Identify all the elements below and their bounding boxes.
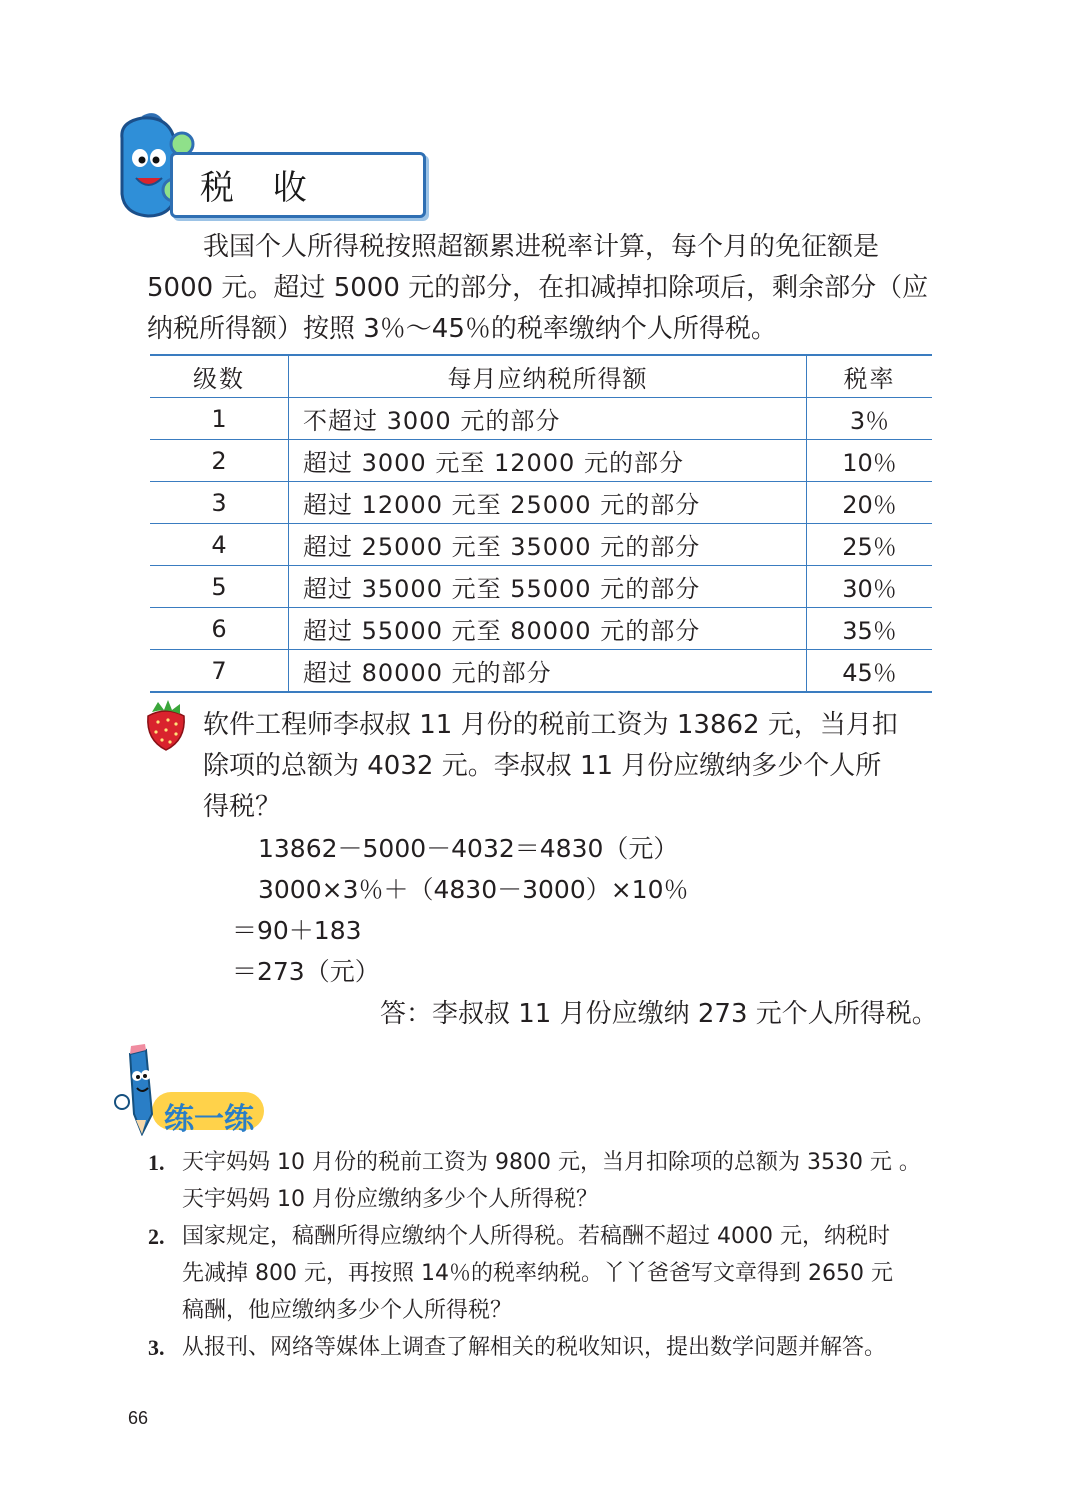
range-cell: 不超过 3000 元的部分 [289,398,807,440]
rate-cell: 3％ [807,398,933,440]
level-cell: 5 [150,566,289,608]
table-row [150,440,932,482]
tax-rate-table [150,354,932,693]
table-row [150,524,932,566]
level-cell: 3 [150,482,289,524]
calc-line-3: ＝90＋183 [232,916,362,945]
exercise-2-line-1: 国家规定，稿酬所得应缴纳个人所得税。若稿酬不超过 4000 元，纳税时 [182,1224,890,1249]
page-number: 66 [128,1408,149,1428]
section-heading [112,108,322,226]
table-row [150,482,932,524]
rate-cell: 45％ [807,650,933,693]
header-rate: 税率 [807,355,933,398]
table-row [150,608,932,650]
example-line-3: 得税？ [203,792,282,822]
range-cell: 超过 25000 元至 35000 元的部分 [289,524,807,566]
level-cell: 2 [150,440,289,482]
level-cell: 1 [150,398,289,440]
rate-cell: 20％ [807,482,933,524]
exercise-2-line-2: 先减掉 800 元，再按照 14％的税率纳税。丫丫爸爸写文章得到 2650 元 [182,1261,893,1286]
example-answer: 答：李叔叔 11 月份应缴纳 273 元个人所得税。 [380,999,938,1029]
rate-cell: 30％ [807,566,933,608]
range-cell: 超过 3000 元至 12000 元的部分 [289,440,807,482]
table-header-row [150,355,932,398]
rate-cell: 25％ [807,524,933,566]
range-cell: 超过 55000 元至 80000 元的部分 [289,608,807,650]
range-cell: 超过 80000 元的部分 [289,650,807,693]
calc-line-2: 3000×3％＋（4830－3000）×10％ [258,875,689,904]
level-cell: 4 [150,524,289,566]
table-row [150,398,932,440]
table-row [150,650,932,693]
intro-line-1: 我国个人所得税按照超额累进税率计算，每个月的免征额是 [203,232,880,262]
example-line-1: 软件工程师李叔叔 11 月份的税前工资为 13862 元，当月扣 [203,710,898,740]
practice-heading [112,1044,272,1136]
intro-line-2: 5000 元。超过 5000 元的部分，在扣减掉扣除项后，剩余部分（应 [147,273,929,303]
pencil-mascot-icon [112,1044,168,1136]
table-row [150,566,932,608]
exercise-2-line-3: 稿酬，他应缴纳多少个人所得税？ [182,1298,513,1323]
exercise-number-1: 1. [148,1150,165,1175]
header-level: 级数 [150,355,289,398]
rate-cell: 10％ [807,440,933,482]
intro-line-3: 纳税所得额）按照 3％～45％的税率缴纳个人所得税。 [147,314,777,344]
exercise-1-line-2: 天宇妈妈 10 月份应缴纳多少个人所得税？ [182,1187,598,1212]
strawberry-icon [142,698,190,752]
exercise-1-line-1: 天宇妈妈 10 月份的税前工资为 9800 元，当月扣除项的总额为 3530 元 。 [182,1150,921,1175]
example-line-2: 除项的总额为 4032 元。李叔叔 11 月份应缴纳多少个人所 [203,751,882,781]
range-cell: 超过 35000 元至 55000 元的部分 [289,566,807,608]
exercise-3-line-1: 从报刊、网络等媒体上调查了解相关的税收知识，提出数学问题并解答。 [182,1335,887,1360]
section-title: 税 收 [200,168,321,208]
exercise-number-2: 2. [148,1224,165,1249]
level-cell: 6 [150,608,289,650]
rate-cell: 35％ [807,608,933,650]
calc-line-1: 13862－5000－4032＝4830（元） [258,834,679,863]
range-cell: 超过 12000 元至 25000 元的部分 [289,482,807,524]
header-range: 每月应纳税所得额 [289,355,807,398]
level-cell: 7 [150,650,289,693]
calc-line-4: ＝273（元） [232,957,380,986]
practice-title: 练一练 [164,1102,254,1137]
exercise-number-3: 3. [148,1335,165,1360]
